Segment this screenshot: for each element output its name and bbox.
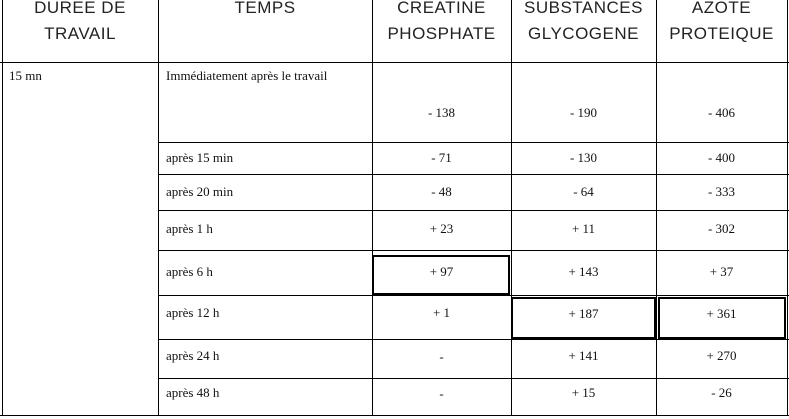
creatine-cell: - — [439, 349, 444, 364]
temps-cell: après 12 h — [166, 305, 220, 320]
header-temps — [158, 0, 372, 21]
table-right-rule — [787, 0, 788, 416]
azote-cell: - 400 — [707, 150, 736, 165]
creatine-cell: + 23 — [429, 221, 454, 236]
glycogene-cell: - 190 — [569, 105, 598, 120]
header-azote — [656, 0, 787, 47]
header-temps-label: TEMPS — [234, 0, 296, 17]
header-creatine-line1: CREATINE — [397, 0, 486, 17]
glycogene-cell: - 64 — [573, 184, 594, 199]
header-duree-line2: TRAVAIL — [44, 24, 116, 43]
creatine-cell: - 138 — [427, 105, 456, 120]
glycogene-cell: + 141 — [568, 348, 599, 363]
glycogene-cell: + 15 — [571, 385, 596, 400]
header-creatine — [372, 0, 511, 47]
duree-value: 15 mn — [9, 68, 42, 83]
table-bottom-rule — [0, 415, 789, 416]
row-rule — [158, 210, 789, 211]
header-azote-line2: PROTEIQUE — [669, 24, 774, 43]
column-rule — [158, 0, 159, 416]
temps-cell: Immédiatement après le travail — [166, 68, 328, 83]
header-glycogene — [511, 0, 656, 47]
creatine-cell: + 97 — [429, 264, 454, 279]
row-rule — [158, 174, 789, 175]
temps-cell: après 48 h — [166, 385, 220, 400]
azote-cell: - 406 — [707, 105, 736, 120]
azote-cell: - 26 — [711, 385, 732, 400]
azote-cell: + 270 — [706, 348, 737, 363]
header-glycogene-line2: GLYCOGENE — [528, 24, 639, 43]
temps-cell: après 6 h — [166, 264, 213, 279]
temps-cell: après 15 min — [166, 150, 234, 165]
row-rule — [158, 339, 789, 340]
glycogene-cell: + 11 — [571, 221, 596, 236]
table-left-rule — [2, 0, 3, 416]
header-creatine-line2: PHOSPHATE — [387, 24, 496, 43]
glycogene-cell: - 130 — [569, 150, 598, 165]
row-rule — [158, 295, 789, 296]
header-bottom-rule — [0, 62, 789, 63]
creatine-cell: - — [439, 386, 444, 401]
azote-cell: - 333 — [707, 184, 736, 199]
azote-cell: + 37 — [709, 264, 734, 279]
glycogene-cell: + 143 — [568, 264, 599, 279]
azote-cell: - 302 — [707, 221, 736, 236]
row-rule — [158, 250, 789, 251]
azote-cell: + 361 — [706, 306, 737, 321]
header-duree — [2, 0, 158, 47]
header-duree-line1: DUREE DE — [34, 0, 126, 17]
creatine-cell: - 48 — [431, 184, 452, 199]
header-glycogene-line1: SUBSTANCES — [524, 0, 643, 17]
creatine-cell: - 71 — [431, 150, 452, 165]
glycogene-cell: + 187 — [568, 306, 599, 321]
temps-cell: après 20 min — [166, 184, 234, 199]
temps-cell: après 24 h — [166, 348, 220, 363]
row-rule — [158, 142, 789, 143]
temps-cell: après 1 h — [166, 221, 213, 236]
row-rule — [158, 378, 789, 379]
header-azote-line1: AZOTE — [691, 0, 752, 17]
creatine-cell: + 1 — [432, 305, 451, 320]
